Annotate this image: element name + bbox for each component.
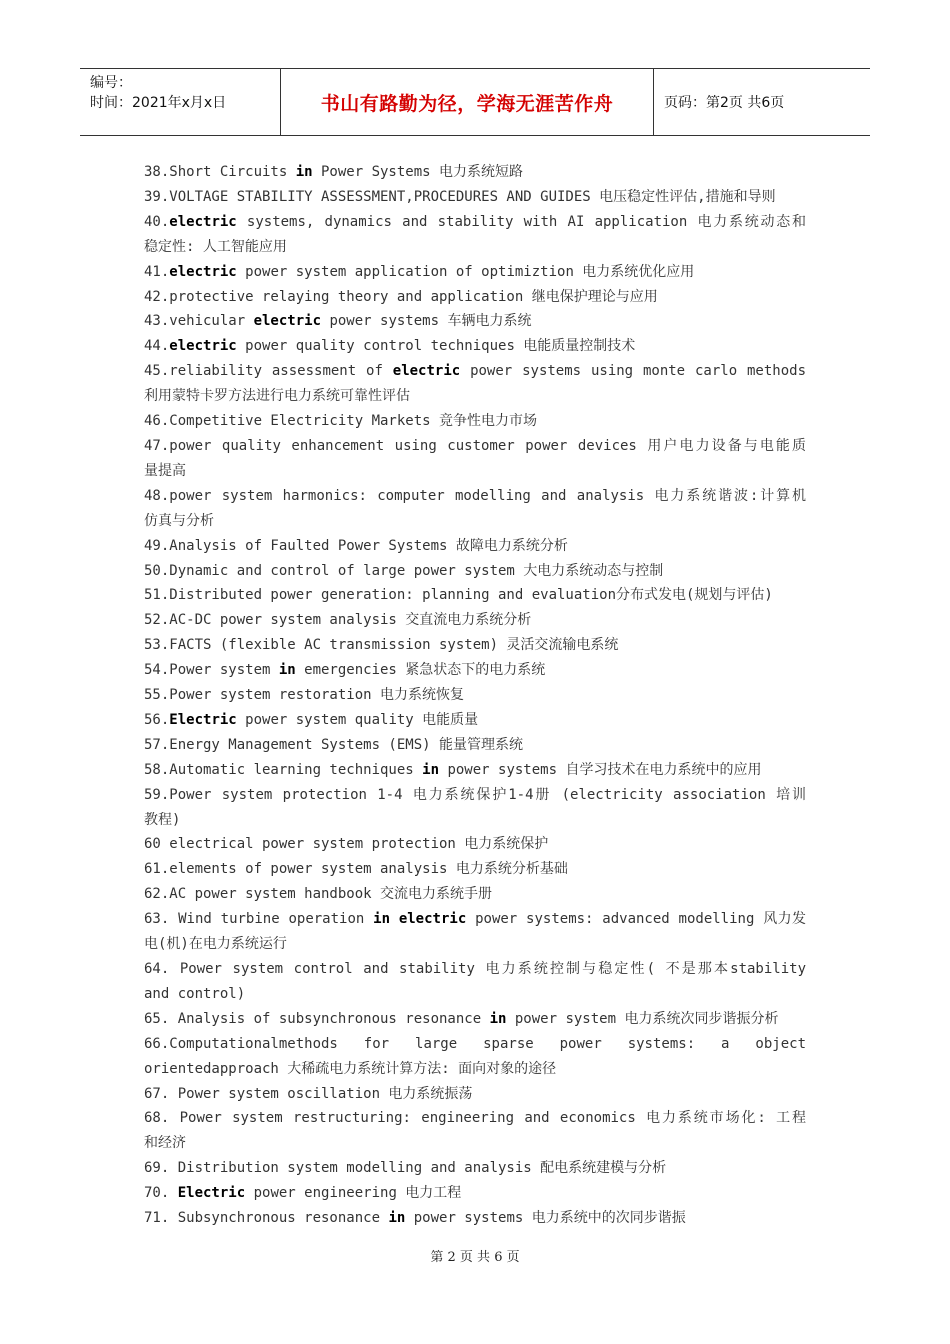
line-text: 46.Competitive Electricity Markets 竞争性电力市场	[144, 413, 538, 430]
highlighted-keyword: Electric	[177, 1185, 246, 1202]
list-item-line	[144, 832, 806, 857]
list-item-line	[144, 459, 806, 484]
line-text: 39.VOLTAGE STABILITY ASSESSMENT,PROCEDURES AND GUIDES 电压稳定性评估,措施和导则	[144, 188, 776, 205]
line-text: 61.elements of power system analysis 电力系统分析基础	[144, 861, 568, 878]
line-text: 50.Dynamic and control of large power system 大电力系统动态与控制	[144, 562, 664, 579]
list-item-line	[144, 235, 806, 260]
line-text: 69. Distribution system modelling and analysis 配电系统建模与分析	[144, 1160, 667, 1177]
list-item-line	[144, 882, 806, 907]
page-footer: 第 2 页 共 6 页	[430, 1250, 520, 1265]
line-text: power system quality 电能质量	[236, 711, 479, 728]
header-motto: 书山有路勤为径，学海无涯苦作舟	[281, 69, 654, 135]
line-text: 量提高	[144, 462, 186, 479]
line-text: 47.power quality enhancement using customer power devices 用户电力设备与电能质	[144, 437, 806, 454]
highlighted-keyword: in	[422, 761, 440, 778]
line-text: power systems using monte carlo methods	[460, 363, 806, 380]
list-item-line	[144, 733, 806, 758]
list-item-line	[144, 1156, 806, 1181]
highlighted-keyword: electric	[169, 263, 237, 280]
list-item-line	[144, 808, 806, 833]
line-text: 71. Subsynchronous resonance	[144, 1210, 389, 1227]
highlighted-keyword: electric	[253, 313, 322, 330]
list-item-line	[144, 334, 806, 359]
line-text: 51.Distributed power generation: planning and evaluation分布式发电(规划与评估)	[144, 587, 773, 604]
list-item-line	[144, 359, 806, 384]
line-text: 63. Wind turbine operation	[144, 911, 374, 928]
list-item-line	[144, 534, 806, 559]
line-text: 52.AC-DC power system analysis 交直流电力系统分析	[144, 612, 532, 629]
header-meta	[80, 69, 281, 135]
line-text: power quality control techniques 电能质量控制技术	[236, 338, 636, 355]
line-text: 稳定性: 人工智能应用	[144, 238, 287, 255]
line-text: 54.Power system	[144, 662, 279, 679]
line-text: 48.power system harmonics: computer modelling and analysis 电力系统谐波:计算机	[144, 487, 806, 504]
list-item-line	[144, 285, 806, 310]
list-item-line	[144, 484, 806, 509]
line-text: 仿真与分析	[144, 512, 214, 529]
line-text: and control)	[144, 985, 246, 1002]
serial-number-label: 编号：	[90, 75, 132, 91]
list-item-line	[144, 1131, 806, 1156]
highlighted-keyword: in	[295, 164, 313, 180]
highlighted-keyword: electric	[398, 911, 467, 928]
header-page-info: 页码：第2页 共6页	[664, 95, 785, 111]
line-text: 教程)	[144, 811, 181, 828]
line-text: 45.reliability assessment of	[144, 363, 393, 380]
line-text: 58.Automatic learning techniques	[144, 761, 423, 778]
list-item-line	[144, 1206, 806, 1231]
highlighted-keyword: electric	[169, 338, 237, 355]
line-text: 70.	[144, 1185, 178, 1202]
line-text: 67. Power system oscillation 电力系统振荡	[144, 1085, 473, 1102]
highlighted-keyword: in	[489, 1010, 507, 1027]
highlighted-keyword: in	[278, 662, 296, 679]
line-text: 42.protective relaying theory and application 继电保护理论与应用	[144, 288, 658, 305]
header-table	[80, 68, 870, 136]
highlighted-keyword: in	[388, 1210, 406, 1227]
list-item-line	[144, 384, 806, 409]
list-item-line	[144, 1057, 806, 1082]
line-text: 59.Power system protection 1-4 电力系统保护1-4册 (electricity association 培训	[144, 786, 806, 803]
line-text: 57.Energy Management Systems (EMS) 能量管理系统	[144, 736, 524, 753]
list-item-line	[144, 783, 806, 808]
line-text: 44.	[144, 338, 170, 355]
line-text: 56.	[144, 711, 170, 728]
line-text: 49.Analysis of Faulted Power Systems 故障电力系统分析	[144, 537, 568, 554]
line-text: power system 电力系统次同步谐振分析	[506, 1010, 779, 1027]
list-item-line	[144, 509, 806, 534]
list-item-line	[144, 708, 806, 733]
highlighted-keyword: electric	[169, 213, 237, 230]
highlighted-keyword: in	[373, 911, 390, 928]
list-item-line	[144, 857, 806, 882]
line-text: 53.FACTS (flexible AC transmission system) 灵活交流输电系统	[144, 637, 619, 654]
line-text: 38.Short Circuits	[144, 164, 296, 180]
line-text: power systems: advanced modelling 风力发	[466, 911, 806, 928]
list-item-line	[144, 907, 806, 932]
line-text: 64. Power system control and stability 电力系统控制与稳定性( 不是那本stability	[144, 961, 806, 977]
line-text: 43.vehicular	[144, 313, 254, 330]
highlighted-keyword: electric	[392, 363, 461, 380]
list-item-line	[144, 608, 806, 633]
line-text: power systems 车辆电力系统	[321, 313, 532, 330]
list-item-line	[144, 1082, 806, 1107]
list-item-line	[144, 160, 806, 185]
list-item-line	[144, 1007, 806, 1032]
list-item-line	[144, 658, 806, 683]
line-text: power systems 自学习技术在电力系统中的应用	[439, 761, 762, 778]
line-text: 电(机)在电力系统运行	[144, 936, 287, 953]
line-text: systems, dynamics and stability with AI application 电力系统动态和	[236, 213, 806, 230]
line-text: power system application of optimiztion 电力系统优化应用	[236, 263, 695, 280]
line-text: emergencies 紧急状态下的电力系统	[295, 662, 546, 679]
list-item-line	[144, 583, 806, 608]
date-label: 时间：2021年x月x日	[90, 95, 227, 111]
line-text: 68. Power system restructuring: engineering and economics 电力系统市场化: 工程	[144, 1110, 806, 1127]
list-item-line	[144, 309, 806, 334]
list-item-line	[144, 559, 806, 584]
highlighted-keyword: Electric	[169, 711, 237, 728]
line-text: Power Systems 电力系统短路	[312, 164, 524, 180]
list-item-line	[144, 957, 806, 982]
list-item-line	[144, 434, 806, 459]
list-item-line	[144, 633, 806, 658]
list-item-line	[144, 185, 806, 210]
line-text: power engineering 电力工程	[245, 1185, 462, 1202]
list-item-line	[144, 683, 806, 708]
list-item-line	[144, 409, 806, 434]
line-text: 41.	[144, 263, 170, 280]
list-item-line	[144, 982, 806, 1007]
line-text: power systems 电力系统中的次同步谐振	[405, 1210, 686, 1227]
line-text: 65. Analysis of subsynchronous resonance	[144, 1010, 490, 1027]
line-text: 60 electrical power system protection 电力系统保护	[144, 836, 549, 853]
list-item-line	[144, 260, 806, 285]
list-item-line	[144, 932, 806, 957]
line-text: orientedapproach 大稀疏电力系统计算方法: 面向对象的途径	[144, 1060, 557, 1077]
line-text: 40.	[144, 213, 170, 230]
book-list	[144, 160, 806, 1231]
line-text: 62.AC power system handbook 交流电力系统手册	[144, 886, 493, 903]
line-text	[390, 911, 399, 927]
list-item-line	[144, 758, 806, 783]
list-item-line	[144, 1032, 806, 1057]
line-text: 66.Computationalmethods for large sparse power systems: a object	[144, 1035, 806, 1052]
line-text: 和经济	[144, 1135, 186, 1152]
list-item-line	[144, 1181, 806, 1206]
list-item-line	[144, 1106, 806, 1131]
line-text: 利用蒙特卡罗方法进行电力系统可靠性评估	[144, 388, 410, 405]
list-item-line	[144, 210, 806, 235]
line-text: 55.Power system restoration 电力系统恢复	[144, 687, 465, 704]
